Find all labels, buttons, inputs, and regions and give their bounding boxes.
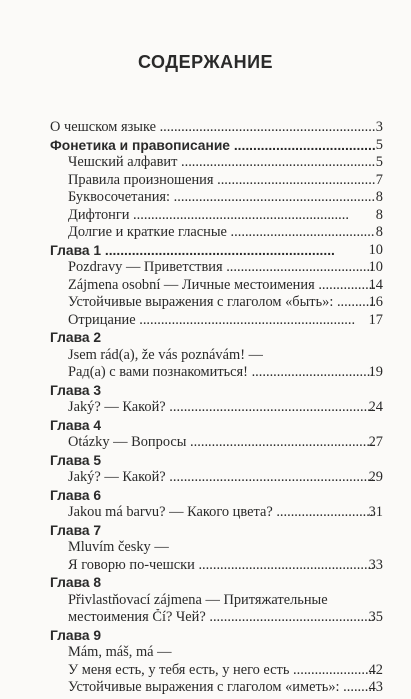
toc-page-number: 10 xyxy=(368,259,383,275)
toc-entry-title: Mluvím česky — xyxy=(68,539,169,555)
toc-entry-title: О чешском языке ..... xyxy=(50,119,375,137)
toc-section-heading xyxy=(0,452,411,470)
toc-entry-title: Глава 6 xyxy=(50,487,102,503)
toc-page-number: 8 xyxy=(375,189,383,205)
toc-section-heading xyxy=(0,574,411,592)
toc-entry-title: Глава 2 xyxy=(50,330,102,345)
toc-entry xyxy=(0,434,411,452)
toc-entry-title: Правила произношения ..... xyxy=(68,172,375,190)
toc-entry-title: Я говорю по-чешски ..... xyxy=(68,557,375,575)
toc-section-heading xyxy=(0,137,411,155)
toc-entry xyxy=(0,347,411,365)
toc-entry-title: Буквосочетания: ..... xyxy=(68,189,375,207)
toc-section-heading xyxy=(0,627,411,645)
toc-entry-title: Jakou má barvu? — Какого цвета? ..... xyxy=(68,504,375,522)
toc-entry xyxy=(0,312,411,330)
toc-entry-title: Устойчивые выражения с глаголом «быть»: ..... xyxy=(68,294,375,312)
toc-entry-title: Глава 5 xyxy=(50,452,102,468)
toc-entry xyxy=(0,277,411,295)
toc-entry xyxy=(0,644,411,662)
toc-entry xyxy=(0,662,411,680)
toc-page-number: 5 xyxy=(375,154,383,170)
toc-entry xyxy=(0,364,411,382)
toc-entry xyxy=(0,504,411,522)
toc-entry-title: Глава 9 xyxy=(50,627,102,643)
toc-page-number: 8 xyxy=(375,224,383,240)
toc-page-number: 27 xyxy=(368,434,383,450)
toc-page-number: 33 xyxy=(368,556,383,573)
toc-entry-title: Дифтонги ..... xyxy=(68,207,375,225)
toc-entry-title: Pozdravy — Приветствия ..... xyxy=(68,259,375,277)
toc-entry-title: Otázky — Вопросы ..... xyxy=(68,434,375,452)
toc-entry xyxy=(0,592,411,610)
toc-entry-title: Фонетика и правописание ..... xyxy=(50,137,375,155)
toc-entry-title: Zájmena osobní — Личные местоимения ..... xyxy=(68,277,375,295)
toc-section-heading xyxy=(0,382,411,400)
toc-entry xyxy=(0,399,411,417)
toc-entry-title: Устойчивые выражения с глаголом «иметь»: ..... xyxy=(68,679,375,697)
toc-entry-title: Jaký? — Какой? ..... xyxy=(68,399,375,417)
toc-page-number: 24 xyxy=(368,399,383,415)
toc-page-number: 16 xyxy=(368,294,383,310)
toc-entry xyxy=(0,294,411,312)
toc-section-heading xyxy=(0,329,411,347)
toc-entry xyxy=(0,469,411,487)
toc-page-number: 42 xyxy=(368,661,383,678)
toc-page-number: 43 xyxy=(368,679,383,695)
toc-page-number: 14 xyxy=(368,276,383,293)
toc-entry xyxy=(0,224,411,242)
toc-entry-title: Jaký? — Какой? ..... xyxy=(68,469,375,487)
toc-entry-title: местоимения Čí? Чей? ..... xyxy=(68,609,375,627)
toc-entry-title: Долгие и краткие гласные ..... xyxy=(68,224,375,242)
toc-page-number: 7 xyxy=(375,171,383,188)
toc-page-number: 29 xyxy=(368,469,383,485)
toc-entry-title: У меня есть, у тебя есть, у него есть ..... xyxy=(68,662,375,680)
toc-entry-title: Глава 3 xyxy=(50,382,102,398)
toc-section-heading xyxy=(0,487,411,505)
toc-page-number: 5 xyxy=(375,136,383,153)
toc-entry-title: Mám, máš, má — xyxy=(68,644,172,660)
toc-page-number: 31 xyxy=(368,504,383,520)
toc-entry-title: Jsem rád(a), že vás poznávám! — xyxy=(68,346,263,363)
toc-entry xyxy=(0,119,411,137)
page-title: СОДЕРЖАНИЕ xyxy=(137,52,274,72)
toc-page-number: 10 xyxy=(368,241,383,258)
toc-entry-title: Глава 4 xyxy=(50,417,102,433)
toc-entry xyxy=(0,189,411,207)
toc-entry-title: Рад(а) с вами познакомиться! ..... xyxy=(68,364,375,382)
toc-entry xyxy=(0,539,411,557)
toc-page-number: 3 xyxy=(375,119,383,135)
toc-entry-title: Глава 8 xyxy=(50,575,102,590)
toc-page-number: 17 xyxy=(368,311,383,328)
toc-entry xyxy=(0,172,411,190)
toc-page-number: 35 xyxy=(368,609,383,625)
toc-page-number: 19 xyxy=(368,364,383,380)
toc-section-heading xyxy=(0,522,411,540)
toc-entry xyxy=(0,154,411,172)
toc-entry-title: Чешский алфавит ..... xyxy=(68,154,375,172)
table-of-contents xyxy=(0,119,411,697)
toc-entry-title: Přivlastňovací zájmena — Притяжательные xyxy=(68,591,328,608)
toc-page-number: 8 xyxy=(375,206,383,223)
toc-entry xyxy=(0,679,411,697)
toc-section-heading xyxy=(0,242,411,260)
toc-entry xyxy=(0,207,411,225)
toc-entry xyxy=(0,557,411,575)
toc-section-heading xyxy=(0,417,411,435)
toc-entry xyxy=(0,259,411,277)
toc-entry xyxy=(0,609,411,627)
toc-entry-title: Глава 1 ..... xyxy=(50,242,375,260)
toc-entry-title: Глава 7 xyxy=(50,522,102,538)
toc-entry-title: Отрицание ..... xyxy=(68,312,375,330)
